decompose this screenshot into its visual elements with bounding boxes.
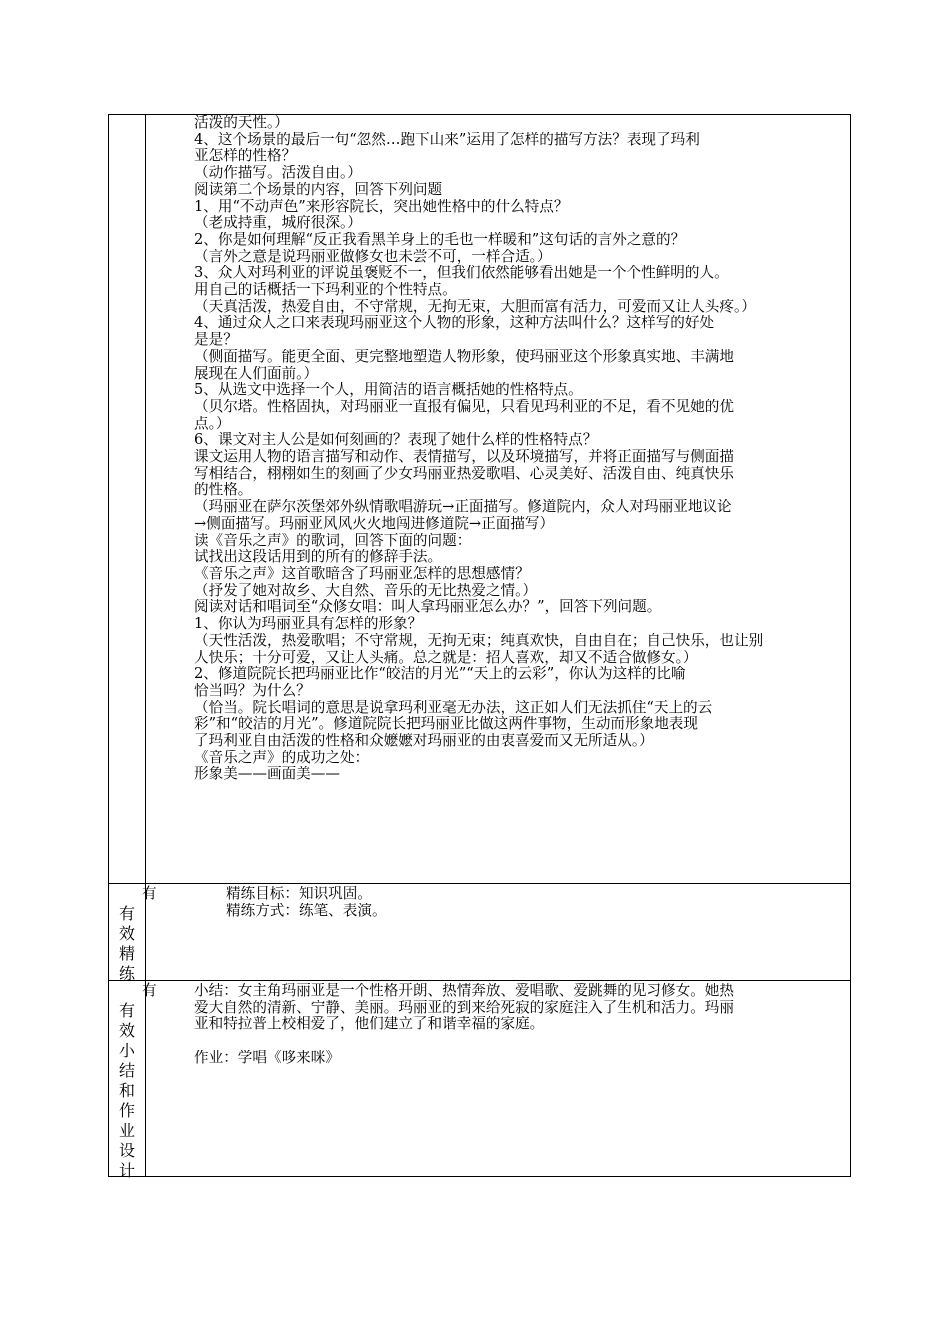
- text-line: 小结：女主角玛丽亚是一个性格开朗、热情奔放、爱唱歌、爱跳舞的见习修女。她热: [194, 983, 734, 999]
- text-line: →侧面描写。玛丽亚风风火火地闯进修道院→正面描写）: [194, 515, 555, 532]
- summary-content-cell: [146, 981, 851, 1177]
- text-line: 亚和特拉普上校相爱了，他们建立了和谐幸福的家庭。: [194, 1016, 545, 1033]
- table-row-summary: [109, 981, 851, 1177]
- text-line: 2、你是如何理解“反正我看黑羊身上的毛也一样暖和”这句话的言外之意的？: [194, 231, 686, 248]
- text-line: [194, 1033, 850, 1050]
- label-char: 业: [118, 1121, 135, 1140]
- text-line: 展现在人们面前。）: [194, 365, 319, 382]
- label-char: 练: [118, 964, 135, 983]
- practice-content-cell: [146, 884, 851, 981]
- text-line: 恰当吗？为什么？: [194, 682, 311, 699]
- table-row-practice: [109, 884, 851, 981]
- label-char: 小: [118, 1041, 135, 1060]
- label-char: 有: [118, 904, 135, 923]
- text-line: （贝尔塔。性格固执，对玛丽亚一直报有偏见，只看见玛利亚的不足，看不见她的优: [194, 398, 734, 415]
- text-line: 阅读对话和唱词至“众修女唱：叫人拿玛丽亚怎么办？”，回答下列问题。: [194, 599, 662, 616]
- label-char: 设: [118, 1141, 135, 1160]
- lesson-plan-table: [108, 114, 851, 1180]
- text-line: 课文运用人物的语言描写和动作、表情描写，以及环境描写，并将正面描写与侧面描: [194, 449, 734, 466]
- text-line: （抒发了她对故乡、大自然、音乐的无比热爱之情。）: [194, 582, 537, 599]
- text-line: 作业：学唱《哆来咪》: [194, 1049, 340, 1066]
- text-line: 用自己的话概括一下玛利亚的个性特点。: [194, 282, 457, 299]
- text-line: 彩”和“皎洁的月光”。修道院院长把玛丽亚比做这两件事物，生动而形象地表现: [194, 716, 698, 733]
- text-line: 亚怎样的性格？: [194, 148, 297, 165]
- text-line: 5、从选文中选择一个人，用简洁的语言概括她的性格特点。: [194, 382, 583, 399]
- summary-stray-char: 有: [142, 982, 157, 999]
- label-char: 效: [118, 1021, 135, 1040]
- practice-vertical-label: [117, 904, 137, 984]
- text-line: （言外之意是说玛丽亚做修女也未尝不可，一样合适。）: [194, 248, 552, 265]
- text-line: （动作描写。活泼自由。）: [194, 165, 362, 182]
- label-char: 结: [118, 1061, 135, 1080]
- summary-label-cell: [109, 981, 157, 1180]
- text-line: 《音乐之声》这首歌暗含了玛丽亚怎样的思想感情？: [194, 565, 530, 582]
- text-line: （侧面描写。能更全面、更完整地塑造人物形象，使玛丽亚这个形象真实地、丰满地: [194, 348, 734, 365]
- practice-lines: [226, 884, 850, 919]
- main-lines: [194, 115, 850, 783]
- summary-vertical-label: [117, 1001, 137, 1181]
- text-line: 4、通过众人之口来表现玛丽亚这个人物的形象，这种方法叫什么？这样写的好处: [194, 315, 715, 332]
- text-line: 的性格。: [194, 482, 253, 499]
- text-line: （老成持重，城府很深。）: [194, 215, 362, 232]
- text-line: 读《音乐之声》的歌词，回答下面的问题：: [194, 532, 472, 549]
- text-line: 1、用“不动声色”来形容院长，突出她性格中的什么特点？: [194, 198, 569, 215]
- text-line: （恰当。院长唱词的意思是说拿玛利亚毫无办法，这正如人们无法抓住“天上的云: [194, 699, 713, 716]
- text-line: （天真活泼，热爱自由，不守常规，无拘无束，大胆而富有活力，可爱而又让人头疼。）: [194, 298, 756, 315]
- text-line: 活泼的天性。）: [194, 115, 289, 131]
- practice-label-cell: [109, 884, 157, 983]
- label-char: 计: [118, 1161, 135, 1180]
- text-line: 阅读第二个场景的内容，回答下列问题: [194, 181, 443, 198]
- label-char: 有: [118, 1001, 135, 1020]
- text-line: （玛丽亚在萨尔茨堡郊外纵情歌唱游玩→正面描写。修道院内，众人对玛丽亚地议论: [194, 499, 732, 516]
- text-line: 2、修道院院长把玛丽亚比作“皎洁的月光”“天上的云彩”，你认为这样的比喻: [194, 666, 686, 683]
- text-line: 形象美——画面美——: [194, 766, 340, 783]
- label-char: 效: [118, 924, 135, 943]
- label-char: 和: [118, 1081, 135, 1100]
- text-line: 精练方式：练笔、表演。: [226, 902, 387, 919]
- text-line: 是是？: [194, 332, 238, 349]
- text-line: 4、这个场景的最后一句“忽然…跑下山来”运用了怎样的描写方法？表现了玛利: [194, 131, 700, 148]
- text-line: 写相结合，栩栩如生的刻画了少女玛丽亚热爱歌唱、心灵美好、活泼自由、纯真快乐: [194, 465, 734, 482]
- label-char: 精: [118, 944, 135, 963]
- table-row-main: [109, 115, 851, 884]
- text-line: 人快乐；十分可爱，又让人头痛。总之就是：招人喜欢，却又不适合做修女。）: [194, 649, 698, 666]
- text-line: 点。）: [194, 415, 231, 432]
- text-line: 试找出这段话用到的所有的修辞手法。: [194, 549, 443, 566]
- row-label-cell: [109, 115, 146, 884]
- text-line: 1、你认为玛丽亚具有怎样的形象？: [194, 616, 423, 633]
- text-line: 3、众人对玛利亚的评说虽褒贬不一，但我们依然能够看出她是一个个性鲜明的人。: [194, 265, 729, 282]
- practice-stray-char: 有: [142, 885, 157, 902]
- main-content-cell: [146, 115, 851, 884]
- text-line: 爱大自然的清新、宁静、美丽。玛丽亚的到来给死寂的家庭注入了生机和活力。玛丽: [194, 999, 734, 1016]
- text-line: 精练目标：知识巩固。: [226, 886, 372, 902]
- text-line: 了玛利亚自由活泼的性格和众嬷嬷对玛丽亚的由衷喜爱而又无所适从。）: [194, 733, 654, 750]
- text-line: 《音乐之声》的成功之处：: [194, 749, 370, 766]
- label-char: 作: [118, 1101, 135, 1120]
- summary-lines: [194, 981, 850, 1067]
- text-line: （天性活泼，热爱歌唱；不守常规，无拘无束；纯真欢快，自由自在；自己快乐，也让别: [194, 632, 764, 649]
- text-line: 6、课文对主人公是如何刻画的？表现了她什么样的性格特点？: [194, 432, 598, 449]
